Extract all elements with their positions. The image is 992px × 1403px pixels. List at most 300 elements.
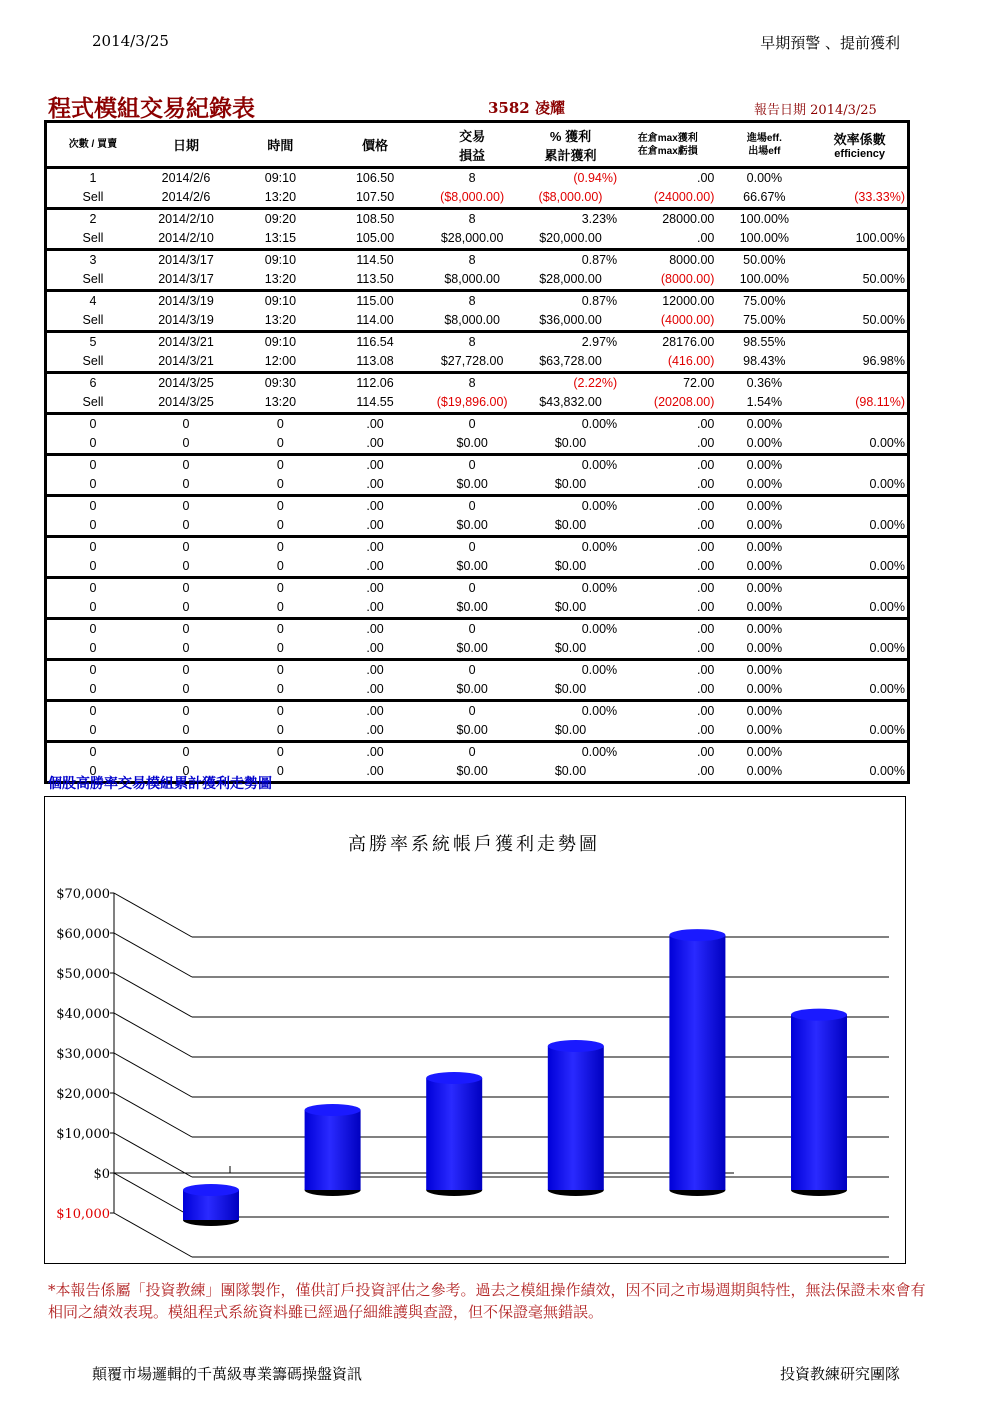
trade-pl: ($8,000.00) xyxy=(422,188,521,209)
quantity: 0 xyxy=(468,581,476,595)
percent-profit: 0.00% xyxy=(581,458,618,472)
max-loss: .00 xyxy=(619,762,716,783)
empty-cell xyxy=(812,209,908,230)
max-profit: .00 xyxy=(696,171,715,185)
exit-price: .00 xyxy=(328,475,423,496)
quantity: 8 xyxy=(468,294,476,308)
max-loss: (8000.00) xyxy=(619,270,716,291)
table-row xyxy=(46,639,909,660)
exit-time: 0 xyxy=(233,557,328,578)
y-tick-label: $10,000 xyxy=(56,1207,110,1222)
grid-slant-line xyxy=(114,893,192,937)
exit-date: 0 xyxy=(139,762,233,783)
entry-time: 0 xyxy=(276,704,284,718)
entry-efficiency: 0.36% xyxy=(746,376,783,390)
entry-time: 09:10 xyxy=(264,171,297,185)
exit-time: 0 xyxy=(233,680,328,701)
cumulative-profit: $0.00 xyxy=(522,721,619,742)
empty-cell xyxy=(812,291,908,312)
exit-price: .00 xyxy=(328,680,423,701)
exit-efficiency: 100.00% xyxy=(716,270,812,291)
table-row xyxy=(46,352,909,373)
entry-efficiency: 100.00% xyxy=(739,212,790,226)
exit-date: 0 xyxy=(139,680,233,701)
empty-cell xyxy=(812,332,908,353)
table-row xyxy=(46,496,909,517)
entry-date: 0 xyxy=(182,622,190,636)
percent-profit: (0.94%) xyxy=(573,171,618,185)
page-title: 程式模組交易紀錄表 xyxy=(48,95,255,122)
entry-efficiency: 0.00% xyxy=(746,499,783,513)
grid-slant-line xyxy=(114,1093,192,1137)
entry-date: 0 xyxy=(182,540,190,554)
bar-top-ellipse xyxy=(305,1104,361,1116)
exit-date: 2014/3/25 xyxy=(139,393,233,414)
percent-profit: 0.00% xyxy=(581,622,618,636)
table-row xyxy=(46,701,909,722)
header-slogan: 早期預警 、提前獲利 xyxy=(760,34,900,52)
exit-time: 0 xyxy=(233,598,328,619)
trade-number: 1 xyxy=(89,171,97,185)
empty-cell xyxy=(812,660,908,681)
entry-time: 0 xyxy=(276,458,284,472)
entry-price: 116.54 xyxy=(356,335,394,349)
header-eff-in-out xyxy=(716,122,812,168)
disclaimer: *本報告係屬「投資教練」團隊製作，僅供訂戶投資評估之參考。過去之模組操作績效，因不同之市場週期與特性，無法保證未來會有相同之績效表現。模組程式系統資料雖已經過仔細維護與查證，但不保證毫無錯誤。 xyxy=(48,1281,926,1321)
quantity: 8 xyxy=(468,253,476,267)
trade-number: 0 xyxy=(89,458,97,472)
entry-date: 2014/2/6 xyxy=(161,171,211,185)
exit-efficiency: 0.00% xyxy=(716,639,812,660)
max-loss: (416.00) xyxy=(619,352,716,373)
cumulative-profit: $0.00 xyxy=(522,680,619,701)
exit-price: 113.50 xyxy=(328,270,423,291)
trade-table xyxy=(44,120,910,784)
quantity: 8 xyxy=(468,212,476,226)
table-row xyxy=(46,434,909,455)
exit-date: 0 xyxy=(139,557,233,578)
max-profit: .00 xyxy=(696,458,715,472)
max-profit: 8000.00 xyxy=(669,253,715,267)
max-loss: .00 xyxy=(619,475,716,496)
trade-pl: $0.00 xyxy=(422,639,521,660)
entry-time: 09:30 xyxy=(264,376,297,390)
efficiency: 0.00% xyxy=(812,434,908,455)
entry-time: 0 xyxy=(276,581,284,595)
bar xyxy=(791,1015,847,1190)
header-efficiency-line2: efficiency xyxy=(834,148,886,160)
max-profit: 28176.00 xyxy=(662,335,715,349)
trade-side: 0 xyxy=(46,680,139,701)
cumulative-profit: ($8,000.00) xyxy=(522,188,619,209)
exit-efficiency: 0.00% xyxy=(716,721,812,742)
quantity: 0 xyxy=(468,622,476,636)
bar-top-ellipse xyxy=(183,1184,239,1196)
efficiency: 50.00% xyxy=(812,311,908,332)
max-profit: .00 xyxy=(696,745,715,759)
exit-efficiency: 66.67% xyxy=(716,188,812,209)
entry-date: 0 xyxy=(182,581,190,595)
entry-date: 2014/3/17 xyxy=(158,253,214,267)
table-row xyxy=(46,229,909,250)
empty-cell xyxy=(812,373,908,394)
exit-time: 13:20 xyxy=(233,393,328,414)
entry-efficiency: 0.00% xyxy=(746,745,783,759)
entry-price: 108.50 xyxy=(355,212,395,226)
empty-cell xyxy=(812,496,908,517)
exit-price: .00 xyxy=(328,762,423,783)
exit-time: 0 xyxy=(233,475,328,496)
exit-date: 2014/3/17 xyxy=(139,270,233,291)
efficiency: (98.11%) xyxy=(812,393,908,414)
table-row xyxy=(46,721,909,742)
max-loss: .00 xyxy=(619,229,716,250)
exit-price: .00 xyxy=(328,516,423,537)
trade-number: 0 xyxy=(89,745,97,759)
entry-price: 115.00 xyxy=(356,294,394,308)
exit-date: 2014/2/10 xyxy=(139,229,233,250)
trade-number: 0 xyxy=(89,704,97,718)
header-eff-line2: 出場eff xyxy=(748,145,781,157)
entry-date: 0 xyxy=(182,417,190,431)
entry-efficiency: 0.00% xyxy=(746,171,783,185)
entry-efficiency: 0.00% xyxy=(746,622,783,636)
exit-price: .00 xyxy=(328,598,423,619)
header-eff-line1: 進場eff. xyxy=(746,132,782,144)
table-row xyxy=(46,209,909,230)
max-profit: .00 xyxy=(696,581,715,595)
entry-price: .00 xyxy=(366,622,384,636)
max-loss: (20208.00) xyxy=(619,393,716,414)
trade-pl: $8,000.00 xyxy=(422,270,521,291)
empty-cell xyxy=(812,578,908,599)
entry-efficiency: 50.00% xyxy=(743,253,786,267)
trade-side: Sell xyxy=(46,352,139,373)
table-row xyxy=(46,332,909,353)
trade-side: 0 xyxy=(46,516,139,537)
table-row xyxy=(46,250,909,271)
grid-slant-line xyxy=(114,1133,192,1177)
efficiency: 0.00% xyxy=(812,762,908,783)
exit-time: 0 xyxy=(233,516,328,537)
y-tick-label: $30,000 xyxy=(56,1047,110,1062)
entry-price: 106.50 xyxy=(355,171,395,185)
exit-time: 0 xyxy=(233,762,328,783)
max-profit: .00 xyxy=(696,540,715,554)
header-efficiency-line1: 效率係數 xyxy=(833,132,886,147)
max-loss: (4000.00) xyxy=(619,311,716,332)
percent-profit: 0.87% xyxy=(581,294,618,308)
exit-date: 0 xyxy=(139,598,233,619)
entry-date: 2014/3/21 xyxy=(158,335,214,349)
report-date xyxy=(754,99,877,118)
trade-number: 4 xyxy=(89,294,97,308)
exit-price: 114.00 xyxy=(328,311,423,332)
grid-slant-line xyxy=(114,933,192,977)
table-row xyxy=(46,516,909,537)
header-pl-line2: 損益 xyxy=(459,147,486,163)
empty-cell xyxy=(812,455,908,476)
trade-side: Sell xyxy=(46,270,139,291)
cumulative-profit: $36,000.00 xyxy=(522,311,619,332)
trade-pl: ($19,896.00) xyxy=(422,393,521,414)
percent-profit: 0.00% xyxy=(581,704,618,718)
efficiency: 0.00% xyxy=(812,639,908,660)
exit-date: 0 xyxy=(139,475,233,496)
grid-slant-line xyxy=(114,1173,192,1217)
max-loss: (24000.00) xyxy=(619,188,716,209)
max-profit: .00 xyxy=(696,663,715,677)
exit-efficiency: 1.54% xyxy=(716,393,812,414)
trade-side: 0 xyxy=(46,557,139,578)
report-date-label: 報告日期 xyxy=(754,103,807,118)
trade-number: 0 xyxy=(89,540,97,554)
grid-slant-line xyxy=(114,1013,192,1057)
quantity: 0 xyxy=(468,704,476,718)
stock-label: 3582 凌耀 xyxy=(488,99,565,117)
efficiency: 0.00% xyxy=(812,475,908,496)
table-row xyxy=(46,619,909,640)
y-tick-label: $50,000 xyxy=(56,967,110,982)
exit-date: 0 xyxy=(139,434,233,455)
exit-time: 13:20 xyxy=(233,270,328,291)
trade-side: Sell xyxy=(46,188,139,209)
percent-profit: 0.00% xyxy=(581,540,618,554)
empty-cell xyxy=(812,168,908,189)
entry-date: 2014/3/19 xyxy=(158,294,214,308)
table-row xyxy=(46,188,909,209)
entry-price: .00 xyxy=(366,540,384,554)
efficiency: (33.33%) xyxy=(812,188,908,209)
exit-date: 0 xyxy=(139,639,233,660)
y-tick-label: $60,000 xyxy=(56,927,110,942)
header-date: 2014/3/25 xyxy=(92,32,169,50)
table-row xyxy=(46,680,909,701)
trade-number: 0 xyxy=(89,581,97,595)
cumulative-profit: $0.00 xyxy=(522,639,619,660)
header-price: 價格 xyxy=(328,122,423,168)
trade-pl: $0.00 xyxy=(422,475,521,496)
header-efficiency xyxy=(812,122,908,168)
exit-efficiency: 0.00% xyxy=(716,516,812,537)
exit-price: 114.55 xyxy=(328,393,423,414)
entry-time: 09:20 xyxy=(264,212,297,226)
trade-number: 0 xyxy=(89,417,97,431)
entry-price: .00 xyxy=(366,458,384,472)
exit-price: .00 xyxy=(328,639,423,660)
entry-time: 09:10 xyxy=(264,335,297,349)
cumulative-profit: $0.00 xyxy=(522,434,619,455)
quantity: 0 xyxy=(468,458,476,472)
y-tick-label: $0 xyxy=(93,1167,110,1182)
max-loss: .00 xyxy=(619,516,716,537)
footer-left: 顛覆市場邏輯的千萬級專業籌碼操盤資訊 xyxy=(92,1365,363,1383)
table-row xyxy=(46,537,909,558)
trade-pl: $0.00 xyxy=(422,516,521,537)
header-date: 日期 xyxy=(139,122,233,168)
trade-pl: $0.00 xyxy=(422,762,521,783)
trade-side: 0 xyxy=(46,598,139,619)
entry-efficiency: 75.00% xyxy=(743,294,786,308)
efficiency: 0.00% xyxy=(812,516,908,537)
trade-pl: $8,000.00 xyxy=(422,311,521,332)
table-row xyxy=(46,598,909,619)
entry-efficiency: 0.00% xyxy=(746,581,783,595)
entry-price: .00 xyxy=(366,499,384,513)
entry-price: .00 xyxy=(366,745,384,759)
percent-profit: 0.00% xyxy=(581,663,618,677)
efficiency: 0.00% xyxy=(812,680,908,701)
cumulative-profit: $43,832.00 xyxy=(522,393,619,414)
cumulative-profit: $0.00 xyxy=(522,557,619,578)
trade-pl: $27,728.00 xyxy=(422,352,521,373)
trade-number: 5 xyxy=(89,335,97,349)
quantity: 8 xyxy=(468,335,476,349)
quantity: 0 xyxy=(468,663,476,677)
trade-number: 2 xyxy=(89,212,97,226)
empty-cell xyxy=(812,414,908,435)
table-row xyxy=(46,455,909,476)
entry-time: 0 xyxy=(276,663,284,677)
header-pl-line1: 交易 xyxy=(459,128,486,144)
y-tick-label: $10,000 xyxy=(56,1127,110,1142)
profit-chart xyxy=(44,796,904,1262)
header-pct-line1: % 獲利 xyxy=(549,128,592,144)
trade-side: 0 xyxy=(46,721,139,742)
header-num-side: 次數 / 買賣 xyxy=(46,122,139,168)
quantity: 0 xyxy=(468,499,476,513)
percent-profit: 0.00% xyxy=(581,581,618,595)
entry-efficiency: 98.55% xyxy=(743,335,786,349)
efficiency: 0.00% xyxy=(812,721,908,742)
bar xyxy=(548,1046,604,1190)
max-loss: .00 xyxy=(619,680,716,701)
header-time: 時間 xyxy=(233,122,328,168)
table-header-row xyxy=(46,122,909,168)
exit-time: 13:20 xyxy=(233,188,328,209)
exit-price: 105.00 xyxy=(328,229,423,250)
entry-time: 0 xyxy=(276,540,284,554)
trade-side: Sell xyxy=(46,311,139,332)
exit-price: .00 xyxy=(328,434,423,455)
max-loss: .00 xyxy=(619,557,716,578)
table-row xyxy=(46,291,909,312)
trade-side: 0 xyxy=(46,434,139,455)
trade-pl: $0.00 xyxy=(422,434,521,455)
entry-efficiency: 0.00% xyxy=(746,458,783,472)
entry-efficiency: 0.00% xyxy=(746,663,783,677)
trade-number: 0 xyxy=(89,622,97,636)
grid-slant-line xyxy=(114,1053,192,1097)
exit-price: .00 xyxy=(328,557,423,578)
empty-cell xyxy=(812,537,908,558)
table-row xyxy=(46,660,909,681)
empty-cell xyxy=(812,250,908,271)
bar xyxy=(426,1078,482,1190)
cumulative-profit: $28,000.00 xyxy=(522,270,619,291)
cumulative-profit: $0.00 xyxy=(522,475,619,496)
empty-cell xyxy=(812,701,908,722)
cumulative-profit: $0.00 xyxy=(522,762,619,783)
exit-efficiency: 0.00% xyxy=(716,557,812,578)
max-loss: .00 xyxy=(619,598,716,619)
quantity: 8 xyxy=(468,171,476,185)
max-profit: 72.00 xyxy=(683,376,715,390)
efficiency: 0.00% xyxy=(812,557,908,578)
entry-price: 114.50 xyxy=(356,253,394,267)
entry-time: 09:10 xyxy=(264,294,297,308)
trade-pl: $0.00 xyxy=(422,680,521,701)
entry-price: .00 xyxy=(366,704,384,718)
table-row xyxy=(46,414,909,435)
entry-date: 2014/2/10 xyxy=(158,212,214,226)
table-row xyxy=(46,742,909,763)
exit-efficiency: 98.43% xyxy=(716,352,812,373)
exit-date: 0 xyxy=(139,721,233,742)
trade-side: 0 xyxy=(46,639,139,660)
exit-efficiency: 75.00% xyxy=(716,311,812,332)
bar xyxy=(305,1110,361,1190)
trade-pl: $0.00 xyxy=(422,721,521,742)
quantity: 0 xyxy=(468,745,476,759)
max-loss: .00 xyxy=(619,639,716,660)
exit-time: 13:20 xyxy=(233,311,328,332)
entry-date: 0 xyxy=(182,458,190,472)
entry-date: 0 xyxy=(182,704,190,718)
header-pl xyxy=(422,122,521,168)
bar-top-ellipse xyxy=(548,1040,604,1052)
table-row xyxy=(46,578,909,599)
empty-cell xyxy=(812,619,908,640)
exit-time: 0 xyxy=(233,434,328,455)
exit-efficiency: 0.00% xyxy=(716,434,812,455)
exit-price: .00 xyxy=(328,721,423,742)
y-tick-label: $20,000 xyxy=(56,1087,110,1102)
max-profit: 12000.00 xyxy=(662,294,715,308)
exit-date: 2014/3/21 xyxy=(139,352,233,373)
exit-date: 2014/3/19 xyxy=(139,311,233,332)
max-profit: .00 xyxy=(696,417,715,431)
bar-top-ellipse xyxy=(791,1009,847,1021)
percent-profit: (2.22%) xyxy=(573,376,618,390)
entry-price: .00 xyxy=(366,581,384,595)
entry-time: 0 xyxy=(276,417,284,431)
report-date-value: 2014/3/25 xyxy=(810,103,877,118)
bar xyxy=(669,935,725,1190)
efficiency: 96.98% xyxy=(812,352,908,373)
percent-profit: 2.97% xyxy=(581,335,618,349)
cumulative-profit: $63,728.00 xyxy=(522,352,619,373)
quantity: 0 xyxy=(468,540,476,554)
cumulative-profit: $0.00 xyxy=(522,516,619,537)
exit-price: 107.50 xyxy=(328,188,423,209)
exit-date: 0 xyxy=(139,516,233,537)
exit-price: 113.08 xyxy=(328,352,423,373)
header-max xyxy=(619,122,716,168)
efficiency: 100.00% xyxy=(812,229,908,250)
table-row xyxy=(46,270,909,291)
entry-date: 0 xyxy=(182,663,190,677)
header-max-line1: 在倉max獲利 xyxy=(637,132,698,144)
entry-date: 0 xyxy=(182,745,190,759)
entry-date: 0 xyxy=(182,499,190,513)
percent-profit: 0.00% xyxy=(581,417,618,431)
table-row xyxy=(46,475,909,496)
y-tick-label: $40,000 xyxy=(56,1007,110,1022)
trade-number: 3 xyxy=(89,253,97,267)
entry-time: 09:10 xyxy=(264,253,297,267)
exit-efficiency: 0.00% xyxy=(716,762,812,783)
